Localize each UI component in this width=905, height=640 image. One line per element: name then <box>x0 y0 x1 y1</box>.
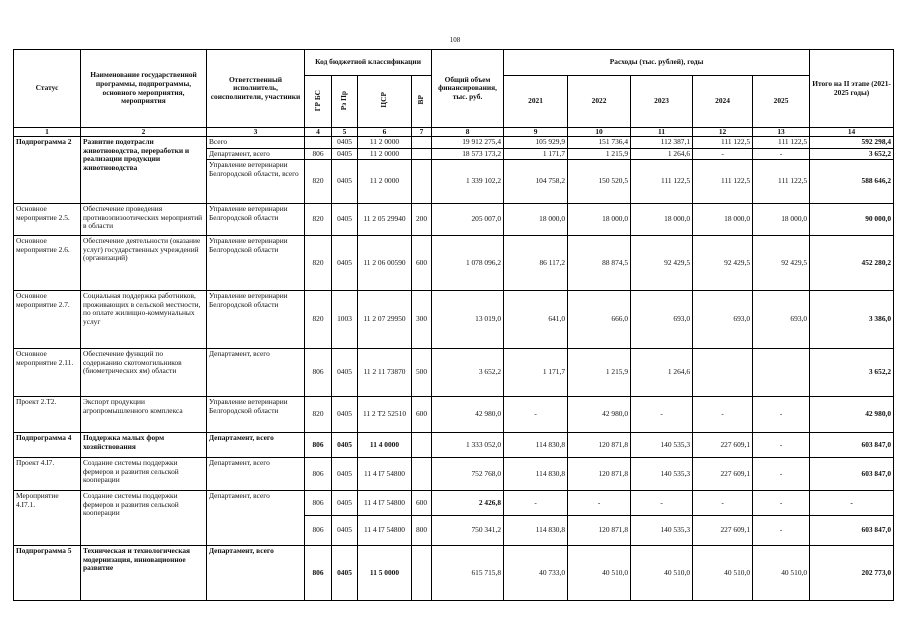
col-number: 10 <box>568 128 631 137</box>
cell-2024: 227 609,1 <box>693 458 753 491</box>
cell-2023: 693,0 <box>631 291 693 349</box>
cell-grbs: 820 <box>305 291 332 349</box>
cell-2024: - <box>693 148 753 160</box>
header-2025: 2025 <box>753 76 810 128</box>
cell-total: 2 426,8 <box>432 491 504 516</box>
cell-2022: 42 980,0 <box>568 397 631 433</box>
cell-stage-total: 202 773,0 <box>810 546 894 601</box>
cell-2023: - <box>631 397 693 433</box>
cell-rzpr: 1003 <box>332 291 358 349</box>
header-2021: 2021 <box>504 76 568 128</box>
table-row <box>14 137 894 149</box>
header-expenses: Расходы (тыс. рублей), годы <box>504 50 810 76</box>
cell-grbs: 806 <box>305 516 332 546</box>
cell-csr: 11 4 I7 54800 <box>358 491 412 516</box>
cell-2021: 86 117,2 <box>504 236 568 291</box>
cell-csr: 11 4 I7 54800 <box>358 458 412 491</box>
cell-csr: 11 5 0000 <box>358 546 412 601</box>
row-name: Создание системы поддержки фермеров и развития сельской кооперации <box>81 458 207 491</box>
cell-total: 1 078 096,2 <box>432 236 504 291</box>
cell-grbs: 806 <box>305 458 332 491</box>
row-responsible: Департамент, всего <box>207 491 305 546</box>
cell-total: 205 007,0 <box>432 204 504 236</box>
budget-table <box>13 49 894 601</box>
cell-vr <box>412 458 432 491</box>
cell-2021: - <box>504 491 568 516</box>
row-name: Социальная поддержка работников, проживающих в сельской местности, по оплате жилищно-коммунальных услуг <box>81 291 207 349</box>
cell-2024: 111 122,5 <box>693 137 753 149</box>
cell-stage-total: 3 386,0 <box>810 291 894 349</box>
col-number: 1 <box>14 128 81 137</box>
header-vr: ВР <box>412 76 432 128</box>
row-status: Проект 2.Т2. <box>14 397 81 433</box>
cell-stage-total: 90 000,0 <box>810 204 894 236</box>
cell-total: 13 019,0 <box>432 291 504 349</box>
cell-2022: 1 215,9 <box>568 349 631 397</box>
cell-2025: - <box>753 491 810 516</box>
cell-2025: 693,0 <box>753 291 810 349</box>
cell-csr: 11 2 Т2 52510 <box>358 397 412 433</box>
page-number: 108 <box>449 36 461 44</box>
row-responsible: Департамент, всего <box>207 349 305 397</box>
cell-2025: - <box>753 516 810 546</box>
cell-2022: 150 520,5 <box>568 160 631 204</box>
cell-2024: 40 510,0 <box>693 546 753 601</box>
cell-2023: 1 264,6 <box>631 349 693 397</box>
cell-2023: 111 122,5 <box>631 160 693 204</box>
cell-total: 42 980,0 <box>432 397 504 433</box>
cell-rzpr: 0405 <box>332 160 358 204</box>
cell-vr <box>412 433 432 458</box>
cell-stage-total: 3 652,2 <box>810 148 894 160</box>
cell-2021: 18 000,0 <box>504 204 568 236</box>
table-row <box>14 433 894 458</box>
cell-2022: 151 736,4 <box>568 137 631 149</box>
row-name: Обеспечение проведения противоэпизоотических мероприятий в области <box>81 204 207 236</box>
cell-2024: - <box>693 397 753 433</box>
cell-2023: 140 535,3 <box>631 458 693 491</box>
table-row <box>14 349 894 397</box>
cell-vr <box>412 160 432 204</box>
cell-2023: - <box>631 491 693 516</box>
cell-2021: 104 758,2 <box>504 160 568 204</box>
cell-total: 752 768,0 <box>432 458 504 491</box>
cell-2022: 88 874,5 <box>568 236 631 291</box>
row-status: Подпрограмма 5 <box>14 546 81 601</box>
row-responsible: Всего <box>207 137 305 149</box>
col-number: 2 <box>81 128 207 137</box>
cell-2023: 112 387,1 <box>631 137 693 149</box>
header-2023: 2023 <box>631 76 693 128</box>
cell-2023: 1 264,6 <box>631 148 693 160</box>
cell-stage-total: - <box>810 491 894 516</box>
cell-csr: 11 4 I7 54800 <box>358 516 412 546</box>
row-responsible: Департамент, всего <box>207 458 305 491</box>
row-status: Подпрограмма 4 <box>14 433 81 458</box>
row-name: Обеспечение деятельности (оказание услуг) государственных учреждений (организаций) <box>81 236 207 291</box>
header-grbs: ГР БС <box>305 76 332 128</box>
cell-stage-total: 603 847,0 <box>810 433 894 458</box>
cell-csr: 11 2 0000 <box>358 137 412 149</box>
cell-csr: 11 2 11 73870 <box>358 349 412 397</box>
cell-2025 <box>753 349 810 397</box>
cell-2025: 92 429,5 <box>753 236 810 291</box>
cell-rzpr: 0405 <box>332 236 358 291</box>
row-name: Поддержка малых форм хозяйствования <box>81 433 207 458</box>
row-responsible: Управление ветеринарии Белгородской области <box>207 291 305 349</box>
cell-2025: - <box>753 458 810 491</box>
cell-rzpr: 0405 <box>332 148 358 160</box>
row-name: Техническая и технологическая модернизация, инновационное развитие <box>81 546 207 601</box>
cell-grbs: 806 <box>305 491 332 516</box>
col-number: 8 <box>432 128 504 137</box>
cell-2021: 114 830,8 <box>504 433 568 458</box>
header-name: Наименование государственной программы, подпрограммы, основного мероприятия, мероприятия <box>81 50 207 128</box>
cell-2022: 40 510,0 <box>568 546 631 601</box>
cell-2025: - <box>753 433 810 458</box>
cell-2024: 92 429,5 <box>693 236 753 291</box>
cell-grbs: 806 <box>305 349 332 397</box>
cell-2022: 1 215,9 <box>568 148 631 160</box>
cell-2021: 1 171,7 <box>504 148 568 160</box>
cell-csr: 11 2 07 29950 <box>358 291 412 349</box>
cell-rzpr: 0405 <box>332 516 358 546</box>
row-status: Подпрограмма 2 <box>14 137 81 204</box>
row-status: Основное мероприятие 2.5. <box>14 204 81 236</box>
cell-rzpr: 0405 <box>332 458 358 491</box>
cell-2021: - <box>504 397 568 433</box>
header-status: Статус <box>14 50 81 128</box>
table-row <box>14 546 894 601</box>
cell-2024: 18 000,0 <box>693 204 753 236</box>
table-row <box>14 397 894 433</box>
row-responsible: Департамент, всего <box>207 148 305 160</box>
cell-total: 1 333 052,0 <box>432 433 504 458</box>
cell-stage-total: 3 652,2 <box>810 349 894 397</box>
cell-2025: 111 122,5 <box>753 137 810 149</box>
cell-2023: 18 000,0 <box>631 204 693 236</box>
cell-grbs: 806 <box>305 546 332 601</box>
cell-vr: 800 <box>412 516 432 546</box>
cell-2024: 227 609,1 <box>693 516 753 546</box>
cell-total: 19 912 275,4 <box>432 137 504 149</box>
cell-2025: 111 122,5 <box>753 160 810 204</box>
col-number: 13 <box>753 128 810 137</box>
col-number: 14 <box>810 128 894 137</box>
cell-vr: 500 <box>412 349 432 397</box>
cell-grbs: 820 <box>305 236 332 291</box>
row-status: Проект 4.I7. <box>14 458 81 491</box>
cell-2025: 18 000,0 <box>753 204 810 236</box>
cell-2021: 114 830,8 <box>504 516 568 546</box>
row-name: Обеспечение функций по содержанию скотомогильников (биометрических ям) области <box>81 349 207 397</box>
table-row <box>14 236 894 291</box>
col-number: 7 <box>412 128 432 137</box>
row-status: Мероприятие 4.I7.1. <box>14 491 81 546</box>
cell-grbs: 820 <box>305 204 332 236</box>
header-budget-code: Код бюджетной классификации <box>305 50 432 76</box>
cell-2024: 111 122,5 <box>693 160 753 204</box>
row-responsible: Департамент, всего <box>207 546 305 601</box>
cell-2022: 120 871,8 <box>568 516 631 546</box>
cell-total: 615 715,8 <box>432 546 504 601</box>
cell-csr: 11 4 0000 <box>358 433 412 458</box>
header-stage-total: Итого на II этапе (2021-2025 годы) <box>810 50 894 128</box>
cell-vr <box>412 137 432 149</box>
cell-csr: 11 2 0000 <box>358 160 412 204</box>
row-status: Основное мероприятие 2.7. <box>14 291 81 349</box>
cell-vr: 600 <box>412 397 432 433</box>
cell-2025: - <box>753 397 810 433</box>
cell-vr: 600 <box>412 491 432 516</box>
cell-vr: 600 <box>412 236 432 291</box>
cell-rzpr: 0405 <box>332 397 358 433</box>
row-responsible: Управление ветеринарии Белгородской области <box>207 397 305 433</box>
col-number: 9 <box>504 128 568 137</box>
col-number: 12 <box>693 128 753 137</box>
cell-stage-total: 42 980,0 <box>810 397 894 433</box>
cell-total: 1 339 102,2 <box>432 160 504 204</box>
cell-2021: 114 830,8 <box>504 458 568 491</box>
col-number: 4 <box>305 128 332 137</box>
row-responsible: Департамент, всего <box>207 433 305 458</box>
column-number-row <box>14 128 894 137</box>
table-row <box>14 491 894 516</box>
header-responsible: Ответственный исполнитель, соисполнители, участники <box>207 50 305 128</box>
cell-csr: 11 2 05 29940 <box>358 204 412 236</box>
cell-rzpr: 0405 <box>332 491 358 516</box>
cell-grbs <box>305 137 332 149</box>
row-name: Создание системы поддержки фермеров и развития сельской кооперации <box>81 491 207 546</box>
row-status: Основное мероприятие 2.11. <box>14 349 81 397</box>
cell-2024: 227 609,1 <box>693 433 753 458</box>
cell-2021: 105 929,9 <box>504 137 568 149</box>
cell-vr: 300 <box>412 291 432 349</box>
header-total-volume: Общий объем финансирования, тыс. руб. <box>432 50 504 128</box>
cell-2022: 120 871,8 <box>568 458 631 491</box>
cell-2024: - <box>693 491 753 516</box>
row-responsible: Управление ветеринарии Белгородской области <box>207 236 305 291</box>
cell-rzpr: 0405 <box>332 137 358 149</box>
cell-grbs: 820 <box>305 160 332 204</box>
cell-2022: 666,0 <box>568 291 631 349</box>
cell-2021: 1 171,7 <box>504 349 568 397</box>
cell-total: 18 573 173,2 <box>432 148 504 160</box>
cell-csr: 11 2 0000 <box>358 148 412 160</box>
row-name: Развитие подотрасли животноводства, переработки и реализации продукции животноводства <box>81 137 207 204</box>
header-rzpr: Рз Пр <box>332 76 358 128</box>
table-row <box>14 458 894 491</box>
table-row <box>14 204 894 236</box>
header-2024: 2024 <box>693 76 753 128</box>
cell-2024 <box>693 349 753 397</box>
cell-2023: 40 510,0 <box>631 546 693 601</box>
row-responsible: Управление ветеринарии Белгородской области, всего <box>207 160 305 204</box>
cell-2022: - <box>568 491 631 516</box>
cell-stage-total: 588 646,2 <box>810 160 894 204</box>
cell-2022: 120 871,8 <box>568 433 631 458</box>
cell-grbs: 806 <box>305 433 332 458</box>
col-number: 6 <box>358 128 412 137</box>
cell-rzpr: 0405 <box>332 204 358 236</box>
cell-2021: 40 733,0 <box>504 546 568 601</box>
row-responsible: Управление ветеринарии Белгородской области <box>207 204 305 236</box>
row-status: Основное мероприятие 2.6. <box>14 236 81 291</box>
cell-stage-total: 603 847,0 <box>810 516 894 546</box>
cell-stage-total: 603 847,0 <box>810 458 894 491</box>
cell-2023: 140 535,3 <box>631 516 693 546</box>
cell-2024: 693,0 <box>693 291 753 349</box>
col-number: 5 <box>332 128 358 137</box>
cell-vr <box>412 546 432 601</box>
cell-stage-total: 592 298,4 <box>810 137 894 149</box>
cell-2025: 40 510,0 <box>753 546 810 601</box>
header-2022: 2022 <box>568 76 631 128</box>
cell-csr: 11 2 06 00590 <box>358 236 412 291</box>
cell-rzpr: 0405 <box>332 349 358 397</box>
cell-grbs: 820 <box>305 397 332 433</box>
table-row <box>14 291 894 349</box>
cell-2022: 18 000,0 <box>568 204 631 236</box>
cell-total: 750 341,2 <box>432 516 504 546</box>
cell-2025: - <box>753 148 810 160</box>
col-number: 11 <box>631 128 693 137</box>
cell-vr: 200 <box>412 204 432 236</box>
cell-2023: 92 429,5 <box>631 236 693 291</box>
cell-rzpr: 0405 <box>332 546 358 601</box>
col-number: 3 <box>207 128 305 137</box>
cell-2023: 140 535,3 <box>631 433 693 458</box>
cell-total: 3 652,2 <box>432 349 504 397</box>
cell-stage-total: 452 280,2 <box>810 236 894 291</box>
cell-rzpr: 0405 <box>332 433 358 458</box>
cell-vr <box>412 148 432 160</box>
header-csr: ЦСР <box>358 76 412 128</box>
row-name: Экспорт продукции агропромышленного комплекса <box>81 397 207 433</box>
cell-grbs: 806 <box>305 148 332 160</box>
cell-2021: 641,0 <box>504 291 568 349</box>
